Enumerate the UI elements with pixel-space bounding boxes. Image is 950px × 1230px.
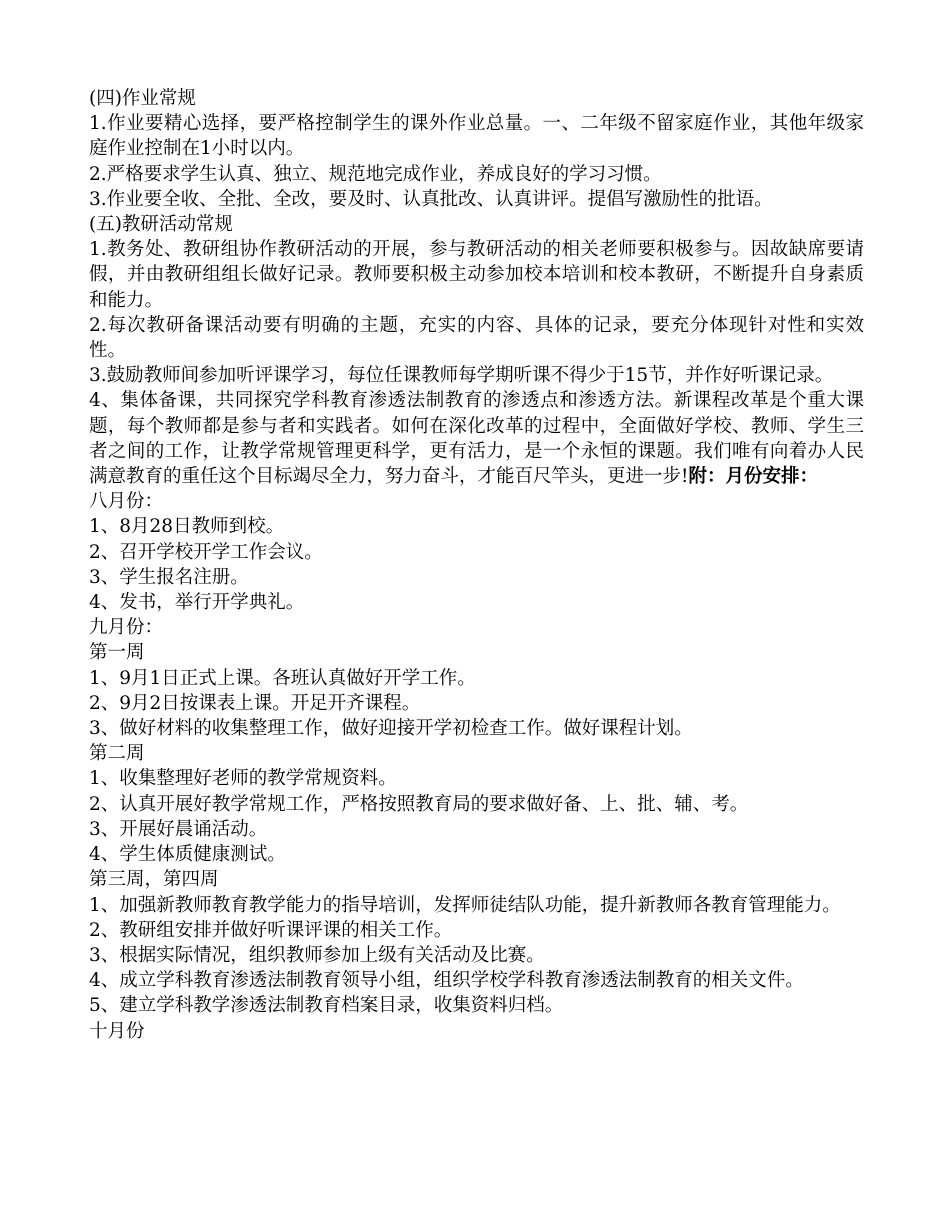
- research-item-4-text: 4、集体备课，共同探究学科教育渗透法制教育的渗透点和渗透方法。新课程改革是个重大课题，每个教师都是参与者和实践者。如何在深化改革的过程中，全面做好学校、教师、学生三者之间的工作，让教学常规管理更科学，更有活力，是一个永恒的课题。我们唯有向着办人民满意教育的重任这个目标竭尽全力，努力奋斗，才能百尺竿头，更进一步!: [89, 390, 864, 488]
- week-3-4-item-3: 3、根据实际情况，组织教师参加上级有关活动及比赛。: [89, 944, 545, 966]
- august-item-3: 3、学生报名注册。: [89, 566, 249, 588]
- research-item-4: [89, 388, 864, 489]
- week-3-4-item-2: 2、教研组安排并做好听课评课的相关工作。: [89, 919, 453, 941]
- week-1-heading: 第一周: [89, 642, 145, 664]
- research-item-3: 3.鼓励教师间参加听评课学习，每位任课教师每学期听课不得少于15节，并作好听课记录。: [89, 365, 834, 387]
- week-1-item-2: 2、9月2日按课表上课。开足开齐课程。: [89, 692, 421, 714]
- august-item-4: 4、发书，举行开学典礼。: [89, 592, 305, 614]
- section-heading-homework: (四)作业常规: [89, 88, 196, 109]
- homework-item-3: 3.作业要全收、全批、全改，要及时、认真批改、认真讲评。提倡写激励性的批语。: [89, 188, 773, 210]
- month-august: 八月份：: [89, 491, 164, 513]
- homework-item-1: 1.作业要精心选择，要严格控制学生的课外作业总量。一、二年级不留家庭作业，其他年级家庭作业控制在1小时以内。: [89, 113, 864, 160]
- week-3-4-heading: 第三周，第四周: [89, 869, 219, 891]
- homework-item-2: 2.严格要求学生认真、独立、规范地完成作业，养成良好的学习习惯。: [89, 163, 662, 185]
- week-2-item-2: 2、认真开展好教学常规工作，严格按照教育局的要求做好备、上、批、辅、考。: [89, 793, 749, 815]
- week-3-4-item-1: 1、加强新教师教育教学能力的指导培训，发挥师徒结队功能，提升新教师各教育管理能力。: [89, 894, 841, 916]
- week-2-heading: 第二周: [89, 743, 145, 765]
- week-3-4-item-5: 5、建立学科教学渗透法制教育档案目录，收集资料归档。: [89, 995, 564, 1017]
- week-1-item-1: 1、9月1日正式上课。各班认真做好开学工作。: [89, 667, 476, 689]
- month-october: 十月份: [89, 1020, 145, 1042]
- month-september: 九月份：: [89, 617, 164, 639]
- week-2-item-3: 3、开展好晨诵活动。: [89, 818, 268, 840]
- week-2-item-1: 1、收集整理好老师的教学常规资料。: [89, 768, 397, 790]
- august-item-1: 1、8月28日教师到校。: [89, 516, 285, 538]
- section-heading-research: (五)教研活动常规: [89, 214, 233, 236]
- week-2-item-4: 4、学生体质健康测试。: [89, 844, 286, 866]
- august-item-2: 2、召开学校开学工作会议。: [89, 541, 323, 563]
- research-item-2: 2.每次教研备课活动要有明确的主题，充实的内容、具体的记录，要充分体现针对性和实效性。: [89, 314, 864, 362]
- research-item-1: 1.教务处、教研组协作教研活动的开展，参与教研活动的相关老师要积极参与。因故缺席要请假，并由教研组组长做好记录。教师要积极主动参加校本培训和校本教研，不断提升自身素质和能力。: [89, 239, 864, 311]
- schedule-heading: 附：月份安排：: [688, 466, 818, 488]
- week-3-4-item-4: 4、成立学科教育渗透法制教育领导小组，组织学校学科教育渗透法制教育的相关文件。: [89, 970, 804, 992]
- week-1-item-3: 3、做好材料的收集整理工作，做好迎接开学初检查工作。做好课程计划。: [89, 718, 693, 740]
